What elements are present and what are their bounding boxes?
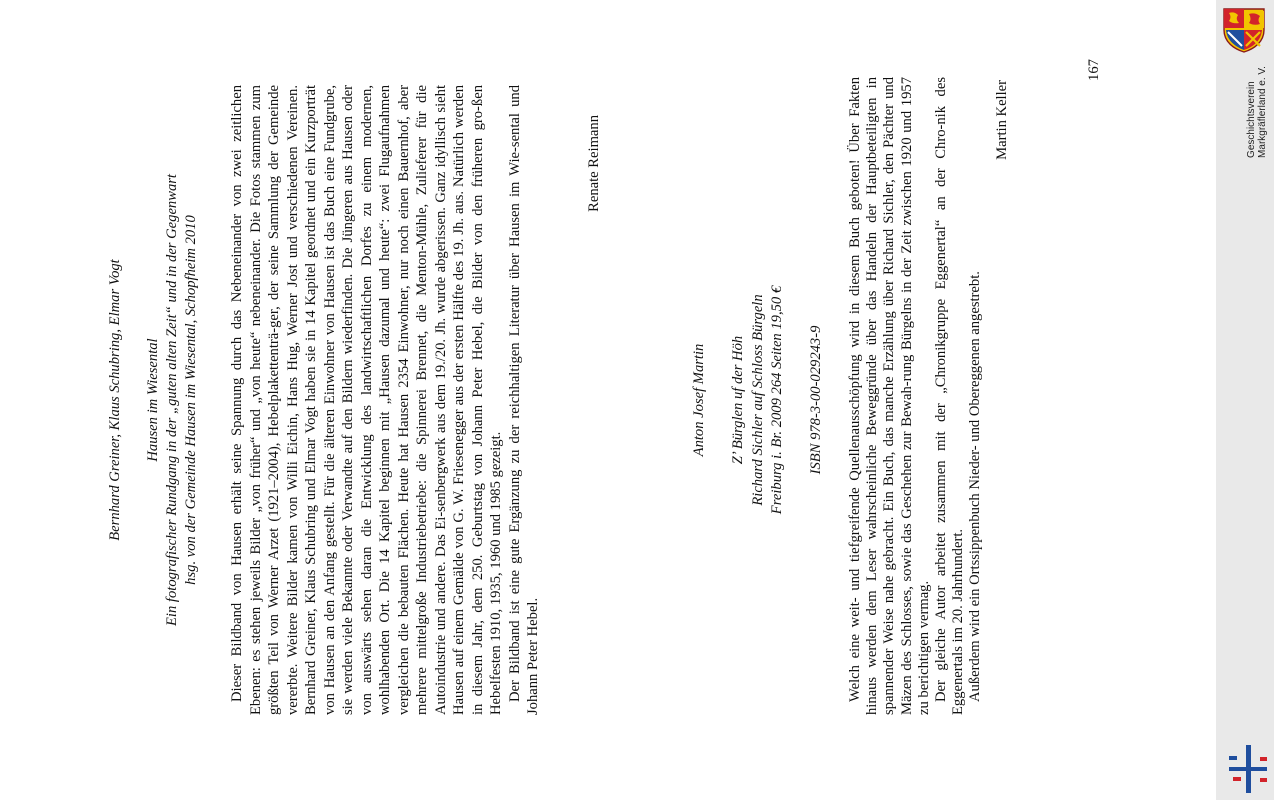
review2-author: Anton Josef Martin bbox=[691, 343, 707, 457]
review2-isbn: ISBN 978-3-00-029243-9 bbox=[808, 325, 824, 475]
society-name-line2: Markgräflerland e. V. bbox=[1257, 66, 1268, 158]
review2-subtitle: Richard Sichler auf Schloss Bürgeln bbox=[749, 294, 766, 506]
review1-heading bbox=[106, 0, 201, 800]
review2-book-title: Z’ Bürglen uf der Höh bbox=[730, 335, 746, 465]
review1-paragraph: Dieser Bildband von Hausen erhält seine Spannung durch das Nebeneinander von zwei zeitlichen Ebenen: es stehen jeweils Bilder „von früher“ und „von heute“ nebeneinander. Die Fotos stammen zum größten Teil von Werner Arzet (1921–2004), Hebelplakettenträ-ger, der seine Sammlung der Gemeinde vererbte. Weitere Bilder kamen von Willi Eichin, Hans Hug, Werner Jost und verschiedenen Vereinen. Bernhard Greiner, Klaus Schubring und Elmar Vogt haben sie in 14 Kapitel geordnet und ein Kurzporträt von Hausen an den Anfang gestellt. Für die älteren Einwohner von Hausen ist das Buch eine Fundgrube, sie werden viele Bekannte oder Verwandte auf den Bildern wiederfinden. Die Jüngeren aus Hausen oder von auswärts sehen daran die Entwicklung des landwirtschaftlichen Dorfes zu einem modernen, wohlhabenden Ort. Die 14 Kapitel beginnen mit „Hausen dazumal und heute“: zwei Flugaufnahmen vergleichen die bebauten Flächen. Heute hat Hausen 2354 Einwohner, nur noch einen Bauernhof, aber mehrere mittelgroße Industriebetriebe: die Spinnerei Brennet, die Menton-Mühle, Zulieferer für die Autoindustrie und andere. Das Ei-senbergwerk aus dem 19./20. Jh. wurde abgerissen. Ganz idyllisch sieht Hausen auf einem Gemälde von G. W. Friesenegger aus der ersten Hälfte des 19. Jh. aus. Natürlich werden in diesem Jahr, dem 250. Geburtstag von Johann Peter Hebel, die Bilder von den früheren gro-ßen Hebelfesten 1910, 1935, 1960 und 1985 gezeigt. bbox=[229, 85, 504, 715]
review1-book-title: Hausen im Wiesental bbox=[145, 338, 161, 462]
review2-paragraph: Außerdem wird ein Ortssippenbuch Nieder- und Obereggenen angestrebt. bbox=[967, 271, 984, 702]
review2-publication-info: Freiburg i. Br. 2009 264 Seiten 19,50 € bbox=[769, 285, 785, 515]
review1-paragraph: Der Bildband ist eine gute Ergänzung zu der reichhaltigen Literatur über Hausen im Wie-sental und Johann Peter Hebel. bbox=[506, 85, 541, 715]
society-name bbox=[1246, 66, 1268, 158]
ub-freiburg-logo-icon bbox=[1226, 743, 1270, 795]
review1-reviewer: Renate Reimann bbox=[586, 115, 602, 212]
review2-paragraph: Der gleiche Autor arbeitet zusammen mit der „Chronikgruppe Eggenertal“ an der Chro-nik des Eggenertals im 20. Jahrhundert. bbox=[933, 77, 967, 715]
review2-paragraph: Welch eine weit- und tiefgreifende Quellenausschöpfung wird in diesem Buch geboten! Über Fakten hinaus werden dem Leser wahrscheinliche Beweggründe über das Handeln der Hauptbeteiligten in spannender Weise nahe gebracht. Ein Buch, das manche Erzählung über Richard Sichler, den Pächter und Mäzen des Schlosses, sowie das Geschehen zur Bewah-rung Bürgelns in der Zeit zwischen 1920 und 1957 zu berichtigen vermag. bbox=[847, 77, 932, 715]
review1-authors: Bernhard Greiner, Klaus Schubring, Elmar Vogt bbox=[107, 259, 123, 541]
coat-of-arms-icon bbox=[1220, 6, 1268, 54]
review2-body bbox=[847, 77, 985, 715]
review1-subtitle: Ein fotografischer Rundgang in der „guten alten Zeit“ und in der Gegenwart bbox=[164, 174, 180, 626]
review2-reviewer: Martin Keller bbox=[994, 80, 1010, 160]
review1-publisher: hsg. von der Gemeinde Hausen im Wiesental, Schopfheim 2010 bbox=[183, 215, 199, 585]
page-number: 167 bbox=[1086, 59, 1102, 81]
review1-body bbox=[228, 85, 543, 715]
society-name-line1: Geschichtsverein bbox=[1246, 81, 1257, 158]
review2-heading bbox=[690, 0, 827, 800]
